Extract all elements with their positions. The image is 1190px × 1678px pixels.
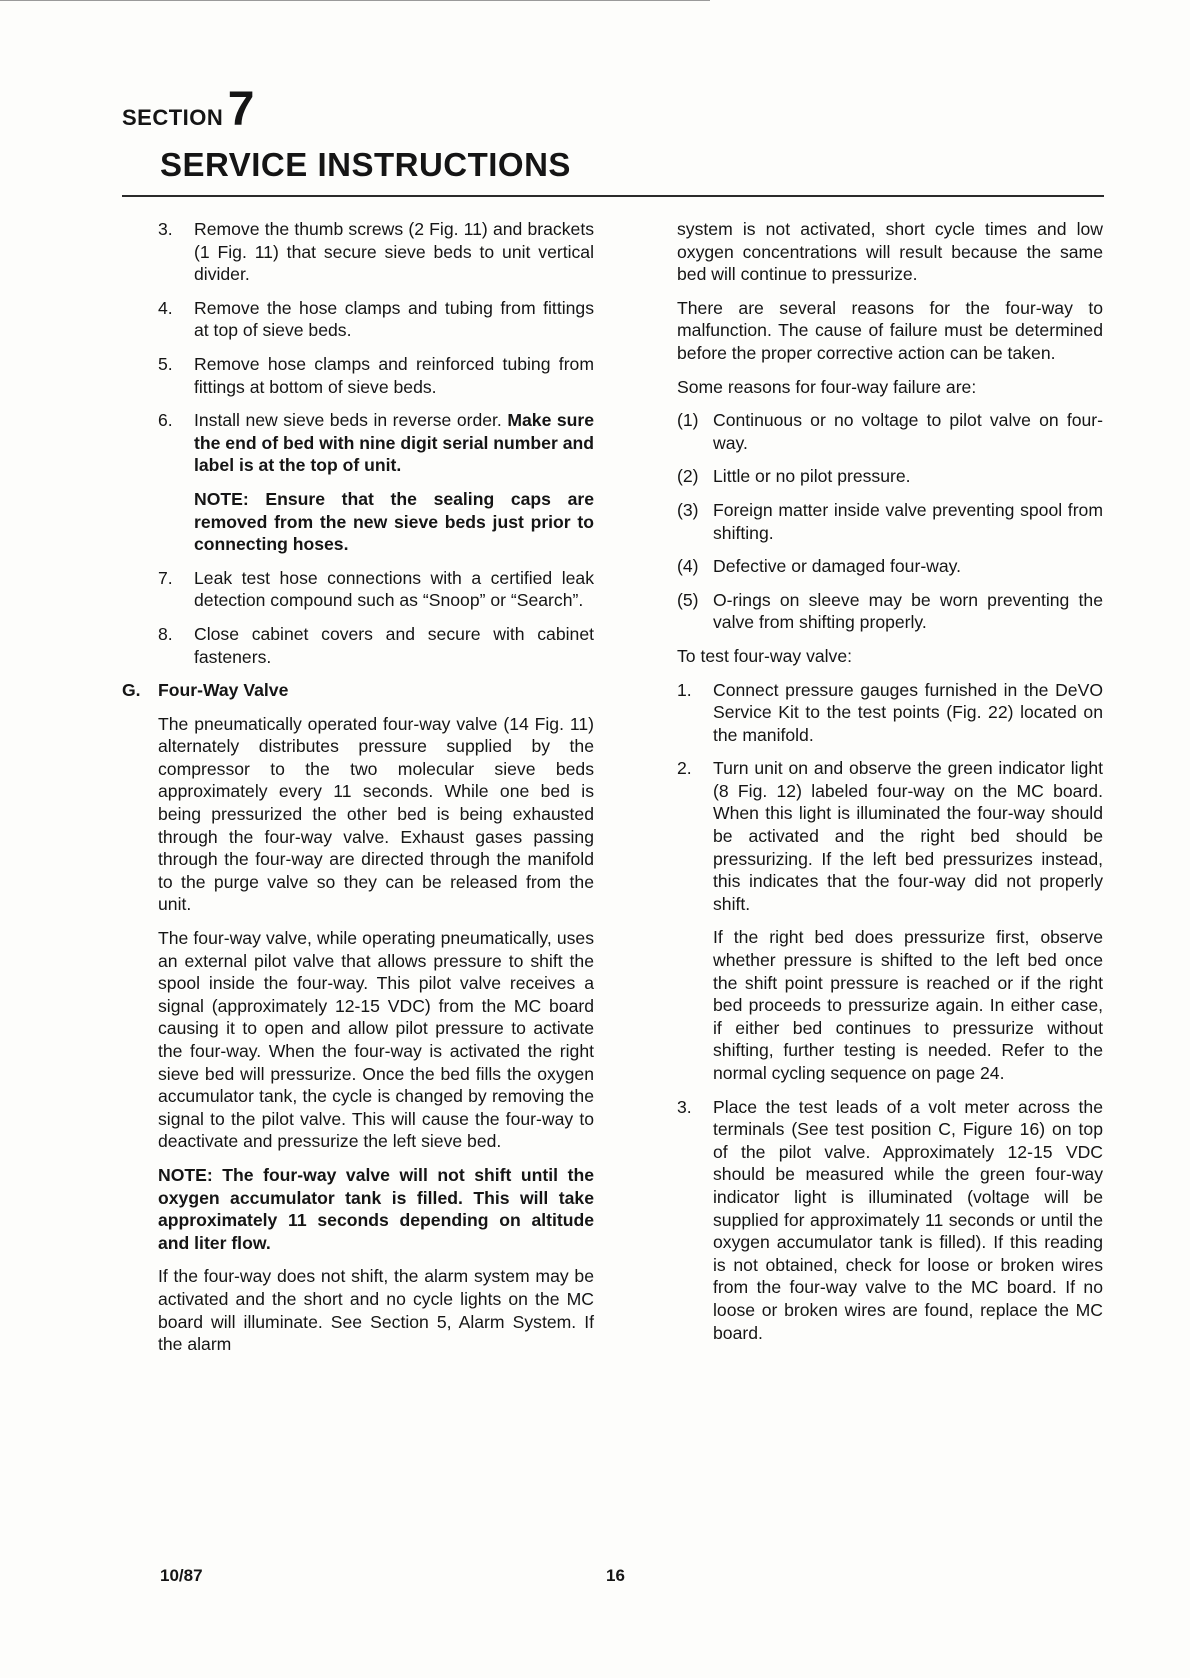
- paragraph: The four-way valve, while operating pneumatically, uses an external pilot valve that allows pressure to shift the spool inside the four-way. This pilot valve receives a signal (approximately 12-15 VDC) from the MC board causing it to open and allow pilot pressure to activate the four-way. When the four-way is activated the right sieve bed will pressurize. Once the bed fills the oxygen accumulator tank, the cycle is changed by removing the signal to the pilot valve. This will cause the four-way to deactivate and pressurize the left sieve bed.: [158, 928, 594, 1152]
- note-sealing-caps: NOTE: Ensure that the sealing caps are removed from the new sieve beds just prior to connecting hoses.: [194, 488, 594, 555]
- step-number: 3.: [677, 1096, 692, 1117]
- page-title: SERVICE INSTRUCTIONS: [160, 146, 571, 183]
- item-text-plain: Install new sieve beds in reverse order.: [194, 410, 502, 431]
- list-item: [158, 353, 594, 398]
- section-number: 7: [227, 83, 255, 136]
- reason-number: (4): [677, 556, 699, 577]
- item-text-bold: Make sure the end of bed with nine digit serial number and label is at the top of unit.: [194, 410, 595, 476]
- reason-item: [677, 499, 1103, 544]
- item-text: Remove hose clamps and reinforced tubing from fittings at bottom of sieve beds.: [194, 353, 594, 397]
- reason-text: Continuous or no voltage to pilot valve on four-way.: [713, 410, 1103, 453]
- test-step: [677, 1096, 1103, 1345]
- list-item: [158, 297, 594, 342]
- paragraph: system is not activated, short cycle times and low oxygen concentrations will result because the same bed will continue to pressurize.: [677, 219, 1103, 285]
- step-text: Place the test leads of a volt meter across the terminals (See test position C, Figure 16) on top of the pilot valve. Approximately 12-15 VDC should be measured while the green four-way indicator light is illuminated (voltage will be supplied for approximately 11 seconds or until the oxygen accumulator tank is filled). If this reading is not obtained, check for loose or broken wires from the four-way valve to the MC board. If no loose or broken wires are found, replace the MC board.: [713, 1096, 1103, 1343]
- item-number: 8.: [158, 623, 173, 644]
- reason-text: Defective or damaged four-way.: [713, 556, 962, 577]
- test-step: [677, 757, 1103, 915]
- reason-number: (1): [677, 410, 699, 431]
- step-number: 1.: [677, 679, 692, 700]
- reason-text: Foreign matter inside valve preventing spool from shifting.: [713, 499, 1103, 543]
- item-text: Leak test hose connections with a certified leak detection compound such as “Snoop” or “Search”.: [194, 567, 594, 611]
- list-item: [158, 218, 594, 286]
- reason-item: [677, 409, 1103, 454]
- left-column: [122, 218, 595, 1367]
- item-number: 6.: [158, 410, 173, 431]
- right-column: [677, 218, 1103, 1355]
- reason-text: O-rings on sleeve may be worn preventing the valve from shifting properly.: [713, 589, 1103, 633]
- step-continuation: If the right bed does pressurize first, observe whether pressure is shifted to the left bed once the shift point pressure is reached or if the right bed proceeds to pressurize again. In either case, if either bed continues to pressurize without shifting, further testing is needed. Refer to the normal cycling sequence on page 24.: [713, 927, 1103, 1083]
- subsection-letter: G.: [122, 680, 141, 701]
- list-item: [158, 623, 594, 668]
- footer-date: 10/87: [160, 1566, 203, 1585]
- item-number: 5.: [158, 353, 173, 374]
- item-number: 7.: [158, 567, 173, 588]
- reason-text: Little or no pilot pressure.: [713, 466, 911, 487]
- section-word: SECTION: [122, 105, 224, 130]
- step-text: Connect pressure gauges furnished in the DeVO Service Kit to the test points (Fig. 22) located on the manifold.: [713, 679, 1103, 745]
- reason-item: [677, 589, 1103, 634]
- section-label: [122, 83, 255, 136]
- list-item: [158, 567, 594, 612]
- step-text: Turn unit on and observe the green indicator light (8 Fig. 12) labeled four-way on the MC board. When this light is illuminated the four-way should be activated and the right bed should be pressurizing. If the left bed pressurizes instead, this indicates that the four-way did not properly shift.: [713, 758, 1103, 914]
- item-number: 4.: [158, 297, 173, 318]
- item-text: Close cabinet covers and secure with cabinet fasteners.: [194, 623, 594, 667]
- item-text: [194, 409, 594, 477]
- item-number: 3.: [158, 219, 173, 239]
- subsection-heading: [122, 679, 594, 702]
- item-text: Remove the hose clamps and tubing from fittings at top of sieve beds.: [194, 297, 594, 341]
- test-step: [677, 679, 1103, 747]
- step-number: 2.: [677, 758, 692, 779]
- header-divider: [122, 195, 1104, 197]
- scan-edge-line: [0, 0, 710, 1]
- paragraph: The pneumatically operated four-way valve (14 Fig. 11) alternately distributes pressure supplied by the compressor to the two molecular sieve beds approximately every 11 seconds. While one bed is being pressurized the other bed is being exhausted through the four-way valve. Exhaust gases passing through the four-way are directed through the manifold to the purge valve so they can be released from the unit.: [158, 713, 594, 915]
- note-four-way-shift: NOTE: The four-way valve will not shift until the oxygen accumulator tank is filled. This will take approximately 11 seconds depending on altitude and liter flow.: [158, 1164, 594, 1253]
- test-intro: To test four-way valve:: [677, 645, 853, 666]
- list-item: [158, 409, 594, 477]
- reason-number: (2): [677, 466, 699, 487]
- reason-number: (3): [677, 499, 699, 520]
- reason-item: [677, 555, 1103, 578]
- paragraph: Some reasons for four-way failure are:: [677, 376, 977, 397]
- reason-item: [677, 465, 1103, 488]
- page-number: 16: [606, 1566, 625, 1585]
- item-text: Remove the thumb screws (2 Fig. 11) and brackets (1 Fig. 11) that secure sieve beds to unit vertical divider.: [194, 219, 594, 285]
- paragraph: There are several reasons for the four-way to malfunction. The cause of failure must be determined before the proper corrective action can be taken.: [677, 297, 1103, 363]
- subsection-title: Four-Way Valve: [158, 680, 289, 701]
- reason-number: (5): [677, 589, 699, 610]
- paragraph: If the four-way does not shift, the alarm system may be activated and the short and no cycle lights on the MC board will illuminate. See Section 5, Alarm System. If the alarm: [158, 1266, 594, 1355]
